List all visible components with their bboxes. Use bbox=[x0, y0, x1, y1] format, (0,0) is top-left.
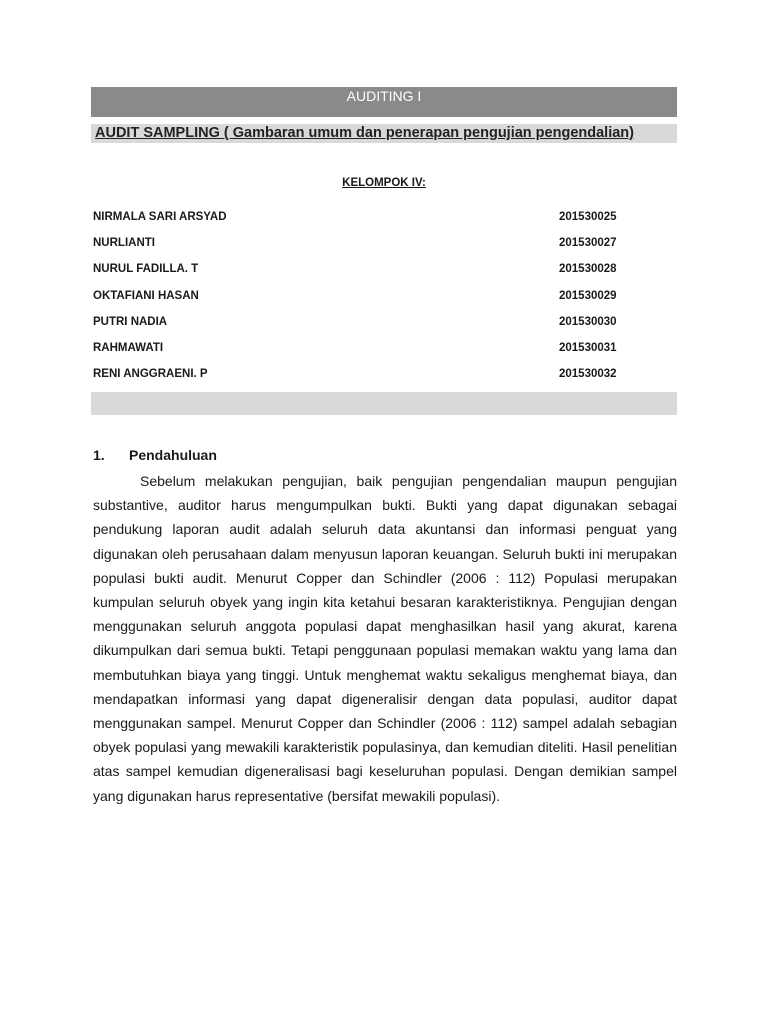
document-page bbox=[91, 87, 677, 804]
member-name: PUTRI NADIA bbox=[93, 315, 168, 328]
section-number: 1. bbox=[93, 447, 105, 463]
member-id: 201530029 bbox=[559, 289, 617, 302]
member-row bbox=[91, 236, 677, 262]
section-heading bbox=[93, 447, 217, 463]
member-id: 201530027 bbox=[559, 237, 617, 250]
member-row bbox=[91, 367, 677, 393]
member-id: 201530031 bbox=[559, 341, 617, 354]
course-title: AUDITING I bbox=[346, 88, 422, 104]
member-list bbox=[91, 210, 677, 393]
member-name: NURUL FADILLA. T bbox=[93, 263, 199, 276]
member-name: OKTAFIANI HASAN bbox=[93, 289, 199, 302]
member-row bbox=[91, 289, 677, 315]
member-row bbox=[91, 262, 677, 288]
member-id: 201530028 bbox=[559, 263, 617, 276]
course-header-band bbox=[91, 87, 677, 117]
group-label: KELOMPOK IV: bbox=[342, 177, 426, 189]
section-title: Pendahuluan bbox=[129, 447, 217, 463]
member-id: 201530032 bbox=[559, 368, 617, 381]
member-row bbox=[91, 341, 677, 367]
introduction-paragraph: Sebelum melakukan pengujian, baik pengujian pengendalian maupun pengujian substantive, auditor harus mengumpulkan bukti. Bukti yang dapat digunakan sebagai pendukung laporan audit adalah seluruh data akuntansi dan informasi penguat yang digunakan oleh perusahaan dalam menyusun laporan keuangan. Seluruh bukti ini merupakan populasi bukti audit. Menurut Copper dan Schindler (2006 : 112) Populasi merupakan kumpulan seluruh obyek yang ingin kita ketahui besaran karakteristiknya. Pengujian dengan menggunakan seluruh anggota populasi dapat menghasilkan hasil yang akurat, karena dikumpulkan dari semua bukti. Tetapi penggunaan populasi memakan waktu yang lama dan membutuhkan biaya yang tinggi. Untuk menghemat waktu sekaligus menghemat biaya, dan mendapatkan informasi yang dapat digeneralisir dengan data populasi, auditor dapat menggunakan sampel. Menurut Copper dan Schindler (2006 : 112) sampel adalah sebagian obyek populasi yang mewakili karakteristik populasinya, dan kemudian diteliti. Hasil penelitian atas sampel kemudian digeneralisasi bagi keseluruhan populasi. Dengan demikian sampel yang digunakan harus representative (bersifat mewakili populasi). bbox=[93, 473, 677, 804]
member-name: NIRMALA SARI ARSYAD bbox=[93, 211, 227, 223]
member-name: NURLIANTI bbox=[93, 237, 155, 250]
member-row bbox=[91, 210, 677, 236]
document-title: AUDIT SAMPLING ( Gambaran umum dan penerapan pengujian pengendalian) bbox=[95, 125, 634, 141]
document-title-bar bbox=[91, 124, 677, 143]
member-row bbox=[91, 315, 677, 341]
member-id: 201530030 bbox=[559, 315, 617, 328]
member-name: RENI ANGGRAENI. P bbox=[93, 368, 208, 381]
divider-band bbox=[91, 392, 677, 415]
member-id: 201530025 bbox=[559, 211, 617, 223]
member-name: RAHMAWATI bbox=[93, 341, 164, 354]
